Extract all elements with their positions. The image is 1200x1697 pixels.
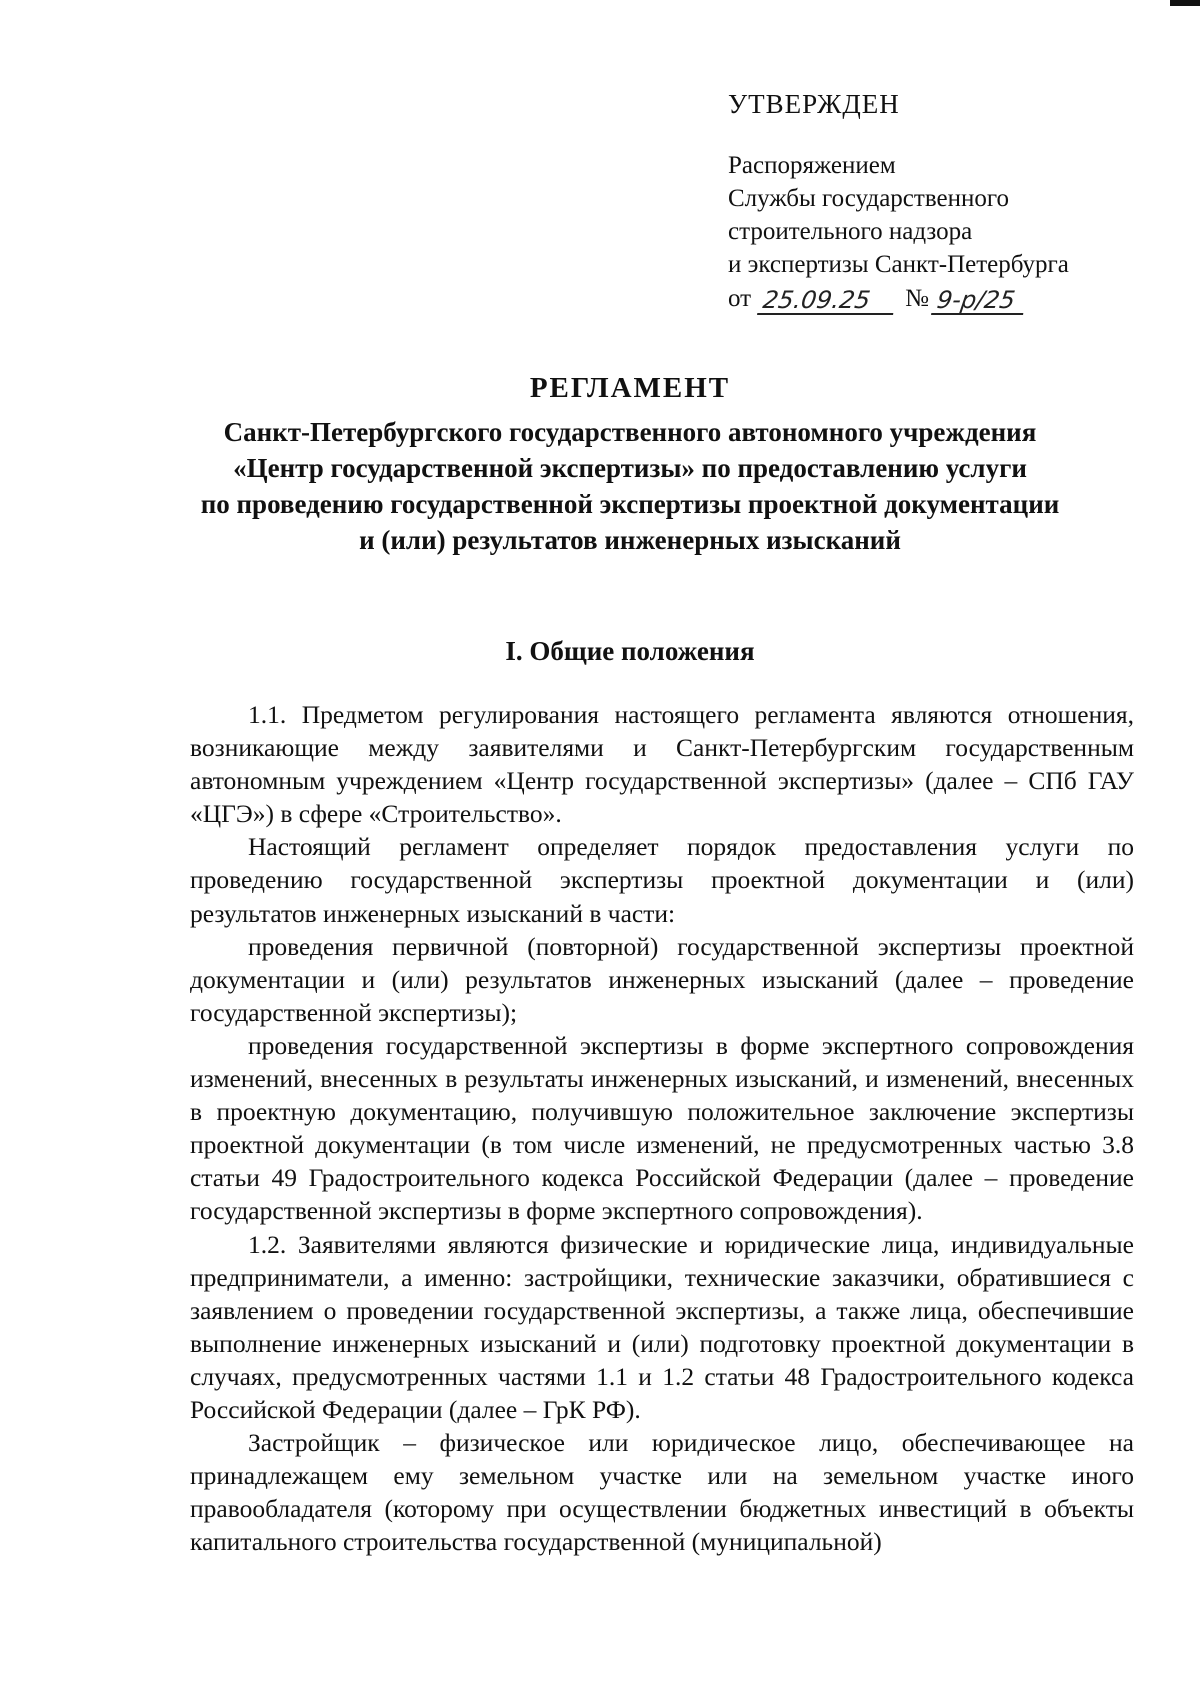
body-paragraph: проведения первичной (повторной) государственной экспертизы проектной документации и (или) результатов инженерных изысканий (далее – проведение государственной экспертизы); [190,931,1134,1027]
body-paragraph: Застройщик – физическое или юридическое лицо, обеспечивающее на принадлежащем ему земельном участке или на земельном участке иного правообладателя (которому при осуществлении бюджетных инвестиций в объекты капитального строительства государственной (муниципальной) [190,1428,1134,1557]
approval-line: и экспертизы Санкт-Петербурга [728,251,1069,278]
date-prefix: от [728,285,752,312]
body-paragraph: Настоящий регламент определяет порядок предоставления услуги по проведению государственной экспертизы проектной документации и (или) результатов инженерных изысканий в части: [190,832,1134,928]
approval-stamp-block [728,88,1148,315]
document-subtitle-line: «Центр государственной экспертизы» по предоставлению услуги [233,453,1027,483]
approval-line: строительного надзора [728,218,973,245]
document-title-block [150,370,1110,558]
handwritten-number: 9-р/25 [931,287,1027,315]
scan-corner-mark [1170,0,1200,6]
body-paragraph: 1.2. Заявителями являются физические и юридические лица, индивидуальные предприниматели, а именно: застройщики, технические заказчики, обратившиеся с заявлением о проведении государственной экспертизы, а также лица, обеспечившие выполнение инженерных изысканий и (или) подготовку проектной документации в случаях, предусмотренных частями 1.1 и 1.2 статьи 48 Градостроительного кодекса Российской Федерации (далее – ГрК РФ). [190,1229,1134,1424]
approval-heading: УТВЕРЖДЕН [728,89,900,119]
document-subtitle-line: и (или) результатов инженерных изысканий [359,525,901,555]
body-paragraph: 1.1. Предметом регулирования настоящего регламента являются отношения, возникающие между заявителями и Санкт-Петербургским государственным автономным учреждением «Центр государственной экспертизы» (далее – СПб ГАУ «ЦГЭ») в сфере «Строительство». [190,700,1134,829]
document-subtitle-line: по проведению государственной экспертизы проектной документации [200,489,1060,519]
section-heading: I. Общие положения [505,636,755,666]
approval-date-number-line [728,281,1148,315]
section-body [190,698,1134,1558]
handwritten-date: 25.09.25 [757,287,897,315]
document-title: РЕГЛАМЕНТ [529,372,731,404]
document-subtitle-line: Санкт-Петербургского государственного автономного учреждения [223,417,1037,447]
approval-line: Службы государственного [728,185,1009,212]
number-prefix: № [905,285,929,312]
body-paragraph: проведения государственной экспертизы в форме экспертного сопровождения изменений, внесенных в результаты инженерных изысканий, и изменений, внесенных в проектную документацию, получившую положительное заключение экспертизы проектной документации (в том числе изменений, не предусмотренных частью 3.8 статьи 49 Градостроительного кодекса Российской Федерации (далее – проведение государственной экспертизы в форме экспертного сопровождения). [190,1030,1134,1226]
approval-line: Распоряжением [728,152,896,179]
